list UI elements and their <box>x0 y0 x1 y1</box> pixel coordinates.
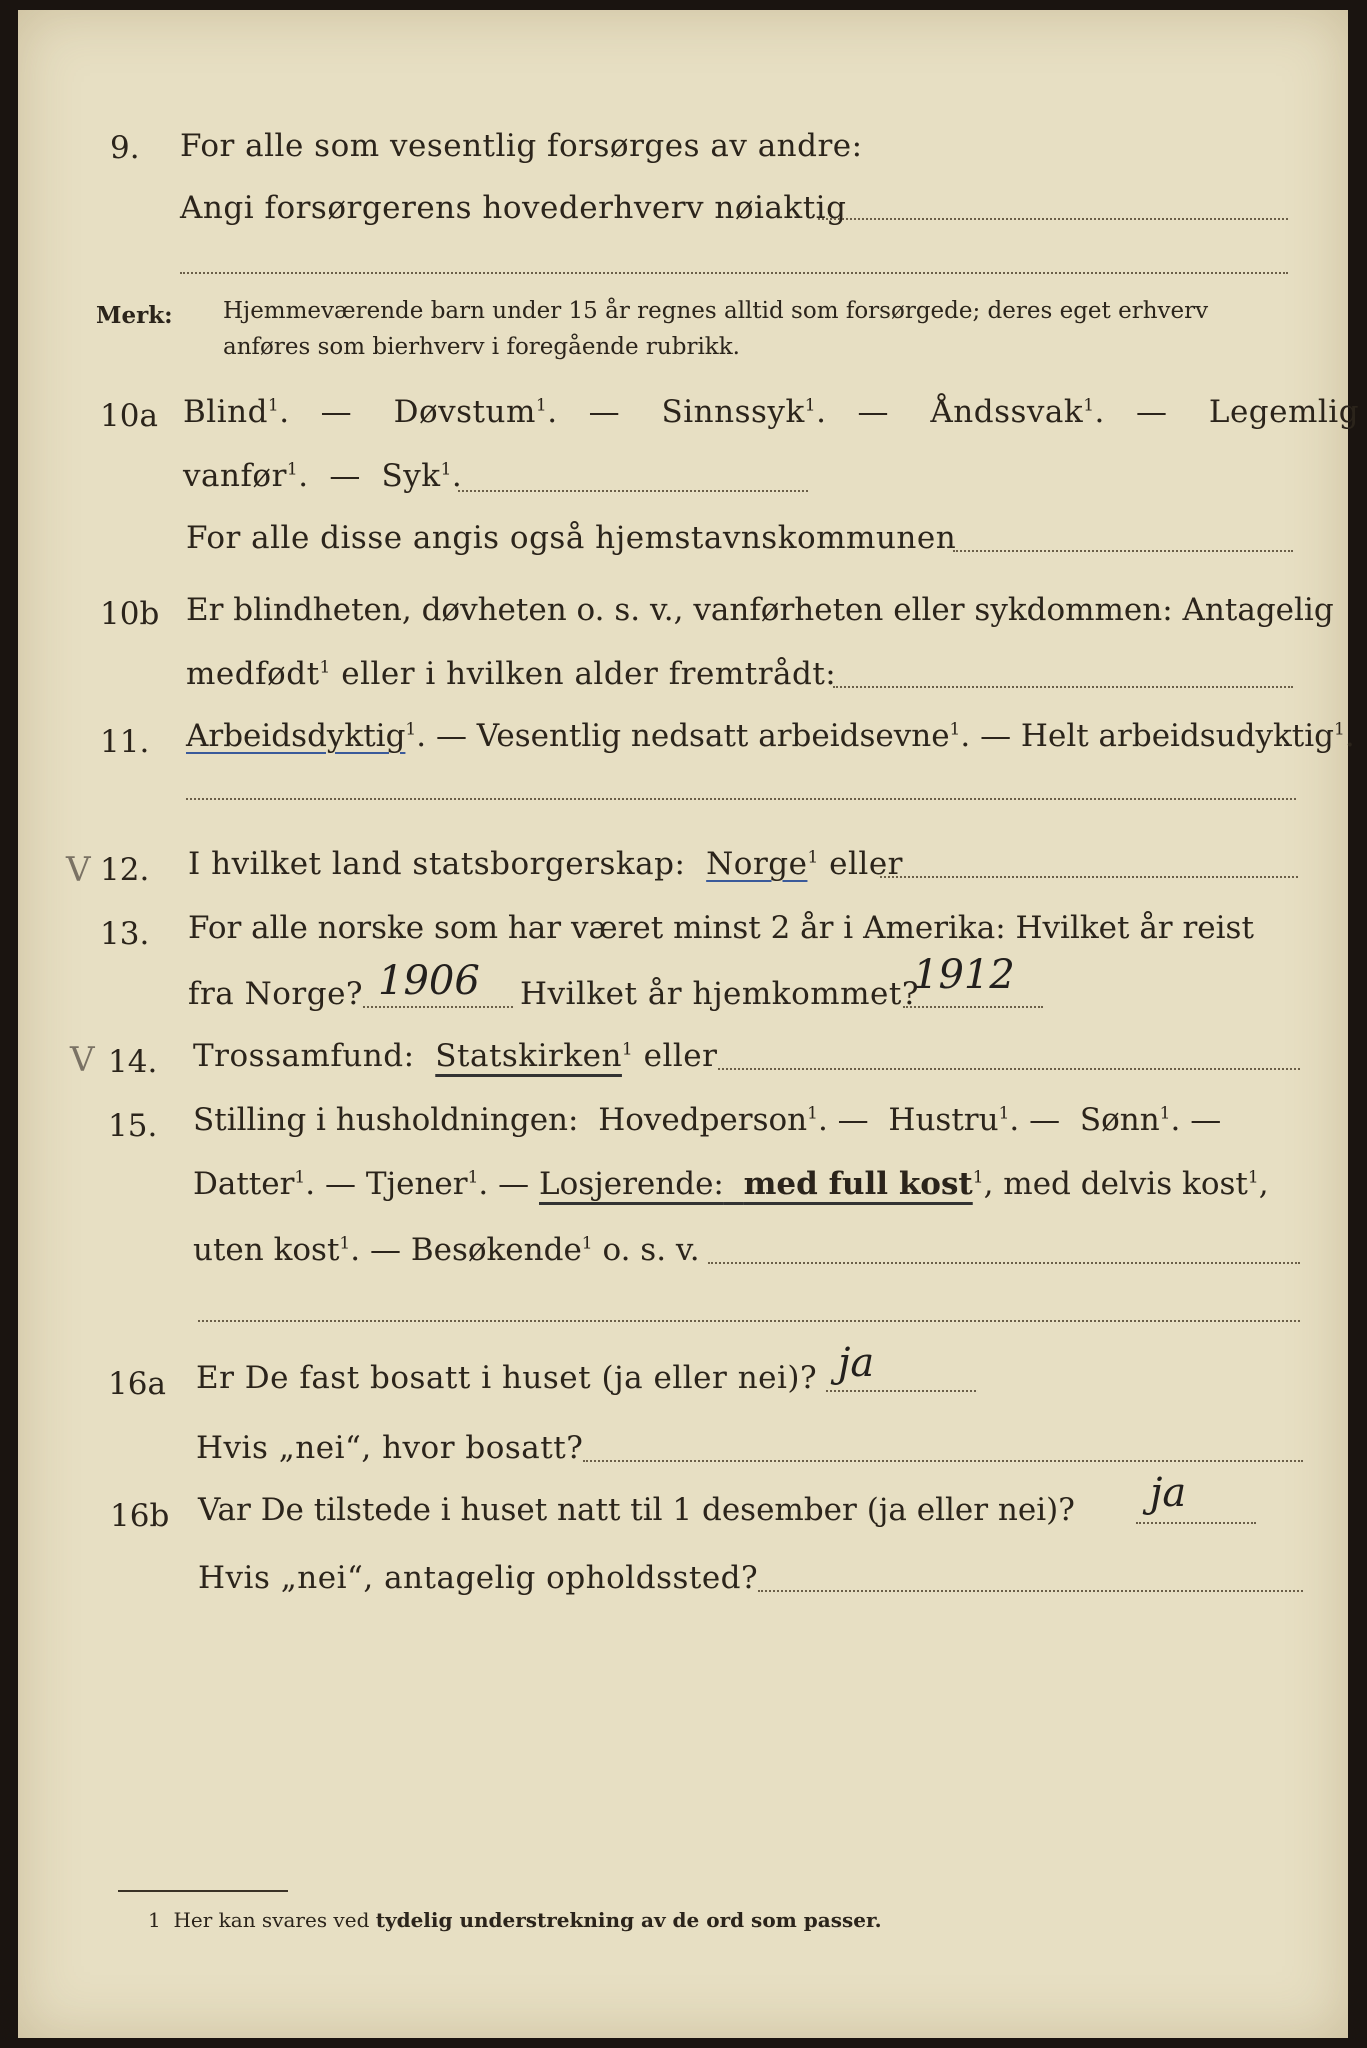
dash: — <box>1135 394 1168 430</box>
sep: . — <box>1009 1102 1061 1138</box>
sup: 1 <box>804 395 817 416</box>
sup: 1 <box>998 1103 1010 1124</box>
comma: , <box>1258 1166 1269 1202</box>
losjerende-label: Losjerende: <box>539 1166 724 1202</box>
q9-number: 9. <box>110 130 140 166</box>
q9-line1: For alle som vesentlig forsørges av andre: <box>180 128 863 164</box>
q12-eller: eller <box>829 846 903 882</box>
q12-line <box>188 846 903 882</box>
option-norge[interactable]: Norge <box>706 846 808 882</box>
q10a-line1: Blind$^1$. — Døvstum$^1$. — Sinnssyk$^1$. — Åndssvak$^1$. — Legemlig <box>183 394 1360 430</box>
q13-line1: For alle norske som har været minst 2 år i Amerika: Hvilket år reist <box>188 910 1254 946</box>
q15-answer-line-2[interactable] <box>198 1320 1300 1322</box>
q16a-number: 16a <box>108 1366 166 1402</box>
option-arbeidsdyktig[interactable]: Arbeidsdyktig <box>186 718 406 754</box>
option-udyktig[interactable]: . — Helt arbeidsudyktig <box>960 718 1335 754</box>
q13-reist-line[interactable] <box>363 1006 513 1008</box>
q10a-number: 10a <box>100 398 158 434</box>
sup: 1 <box>807 847 819 868</box>
q10b-line1: Er blindheten, døvheten o. s. v., vanførheten eller sykdommen: Antagelig <box>186 592 1334 628</box>
option-sinnssyk[interactable]: Sinnssyk <box>661 394 805 430</box>
q16a-line1: Er De fast bosatt i huset (ja eller nei)? <box>196 1360 818 1396</box>
sep: . — <box>350 1232 401 1268</box>
sup: 1 <box>621 1039 634 1060</box>
q13-fra: fra Norge? <box>188 976 364 1012</box>
option-vanfor[interactable]: vanfør <box>183 458 287 494</box>
q12-number: 12. <box>100 852 150 888</box>
q15-osv: o. s. v. <box>602 1232 700 1268</box>
sup: 1 <box>581 1233 593 1254</box>
q16b-number: 16b <box>110 1498 170 1534</box>
sup: 1 <box>319 657 331 678</box>
q15-line2 <box>193 1166 1269 1202</box>
q11-answer-line[interactable] <box>186 798 1296 800</box>
option-losjerende[interactable] <box>539 1166 973 1202</box>
q12-text: I hvilket land statsborgerskap: <box>188 846 686 882</box>
sup: 1 <box>286 459 299 480</box>
q10b-answer-line[interactable] <box>833 686 1293 688</box>
option-dovstum[interactable]: Døvstum <box>393 394 536 430</box>
dash: — <box>588 394 621 430</box>
census-form-page <box>18 10 1360 2038</box>
q14-eller: eller <box>643 1038 718 1074</box>
q11-line <box>186 718 1355 754</box>
footnote-text-a: Her kan svares ved <box>173 1908 376 1932</box>
check-mark-12: V <box>66 850 91 890</box>
q10b-line2-rest: eller i hvilken alder fremtrådt: <box>341 656 837 692</box>
option-blind[interactable]: Blind <box>183 394 268 430</box>
q10a-hjemstavn-line[interactable] <box>953 550 1293 552</box>
merk-line2: anføres som bierhverv i foregående rubrikk. <box>223 334 740 360</box>
sup: 1 <box>1334 719 1345 740</box>
option-legemlig[interactable]: Legemlig <box>1208 394 1360 430</box>
sep: . — <box>305 1166 356 1202</box>
q16b-line2: Hvis „nei“, antagelig opholdssted? <box>198 1560 759 1596</box>
sup: 1 <box>1247 1167 1259 1188</box>
check-mark-14: V <box>70 1040 95 1080</box>
dash: — <box>329 458 361 494</box>
q16b-line1: Var De tilstede i huset natt til 1 desember (ja eller nei)? <box>198 1492 1075 1528</box>
option-hustru[interactable]: Hustru <box>888 1102 999 1138</box>
answer-16a[interactable]: ja <box>838 1340 875 1386</box>
q9-answer-line[interactable] <box>818 218 1288 220</box>
sup: 1 <box>949 719 961 740</box>
answer-16b[interactable]: ja <box>1150 1470 1187 1516</box>
q11-number: 11. <box>100 724 150 760</box>
q9-line2: Angi forsørgerens hovederhverv nøiaktig <box>180 190 847 226</box>
q14-line <box>193 1038 717 1074</box>
sup: 1 <box>339 1233 351 1254</box>
q16b-opholdssted-line[interactable] <box>758 1590 1303 1592</box>
option-tjener[interactable]: Tjener <box>365 1166 468 1202</box>
q16a-line2: Hvis „nei“, hvor bosatt? <box>196 1430 584 1466</box>
sep: . — <box>817 1102 869 1138</box>
q15-line3 <box>193 1232 700 1268</box>
q16a-answer-line[interactable] <box>826 1390 976 1392</box>
footnote-rule <box>118 1890 288 1892</box>
dash: — <box>857 394 889 430</box>
option-hovedperson[interactable]: Hovedperson <box>598 1102 808 1138</box>
q15-answer-line[interactable] <box>708 1262 1300 1264</box>
option-nedsatt[interactable]: . — Vesentlig nedsatt arbeidsevne <box>416 718 950 754</box>
answer-year-hjem[interactable]: 1912 <box>913 952 1015 998</box>
period: . <box>1344 718 1355 754</box>
answer-year-reist[interactable]: 1906 <box>378 958 480 1004</box>
merk-line1: Hjemmeværende barn under 15 år regnes alltid som forsørgede; deres eget erhverv <box>223 298 1209 324</box>
option-medfodt[interactable]: medfødt <box>186 656 320 692</box>
sup: 1 <box>294 1167 306 1188</box>
q15-line1 <box>193 1102 1221 1138</box>
q12-answer-line[interactable] <box>880 876 1298 878</box>
sep: . — <box>1170 1102 1222 1138</box>
footnote-text-b: tydelig understrekning av de ord som passer. <box>375 1908 882 1932</box>
q13-number: 13. <box>100 916 150 952</box>
q16a-bosatt-line[interactable] <box>583 1460 1303 1462</box>
sup: 1 <box>972 1167 984 1188</box>
option-statskirken[interactable]: Statskirken <box>435 1038 622 1074</box>
q14-number: 14. <box>108 1044 158 1080</box>
q10a-line2: vanfør$^1$. — Syk$^1$. <box>183 458 463 494</box>
sup: 1 <box>1159 1103 1171 1124</box>
option-full-kost[interactable]: med full kost <box>743 1166 973 1202</box>
q10a-answer-line[interactable] <box>458 490 808 492</box>
sup: 1 <box>405 719 417 740</box>
q10a-line3: For alle disse angis også hjemstavnskommunen <box>186 520 957 556</box>
q16b-answer-line[interactable] <box>1136 1522 1256 1524</box>
q10b-line2 <box>186 656 836 692</box>
q14-answer-line[interactable] <box>718 1068 1300 1070</box>
q10b-number: 10b <box>100 596 160 632</box>
q14-label: Trossamfund: <box>193 1038 415 1074</box>
sep: . — <box>478 1166 530 1202</box>
option-besokende[interactable]: Besøkende <box>410 1232 582 1268</box>
sup: 1 <box>267 395 280 416</box>
sup: 1 <box>535 395 548 416</box>
footnote-mark: 1 <box>148 1908 161 1932</box>
option-sonn[interactable]: Sønn <box>1079 1102 1160 1138</box>
sup: 1 <box>1083 395 1095 416</box>
q9-answer-line-2[interactable] <box>180 272 1288 274</box>
sup: 1 <box>440 459 452 480</box>
option-datter[interactable]: Datter <box>193 1166 295 1202</box>
q13-hjem-line[interactable] <box>903 1006 1043 1008</box>
comma: , <box>983 1166 994 1202</box>
sup: 1 <box>467 1167 479 1188</box>
sup: 1 <box>807 1103 818 1124</box>
q15-number: 15. <box>108 1108 158 1144</box>
q15-lead: Stilling i husholdningen: <box>193 1102 579 1138</box>
option-andssvak[interactable]: Åndssvak <box>930 394 1084 430</box>
option-uten-kost[interactable]: uten kost <box>193 1232 340 1268</box>
q13-hjem: Hvilket år hjemkommet? <box>520 976 919 1012</box>
footnote <box>148 1908 882 1932</box>
merk-label: Merk: <box>96 302 173 329</box>
option-syk[interactable]: Syk <box>381 458 441 494</box>
option-delvis-kost[interactable]: med delvis kost <box>1003 1166 1248 1202</box>
dash: — <box>320 394 353 430</box>
